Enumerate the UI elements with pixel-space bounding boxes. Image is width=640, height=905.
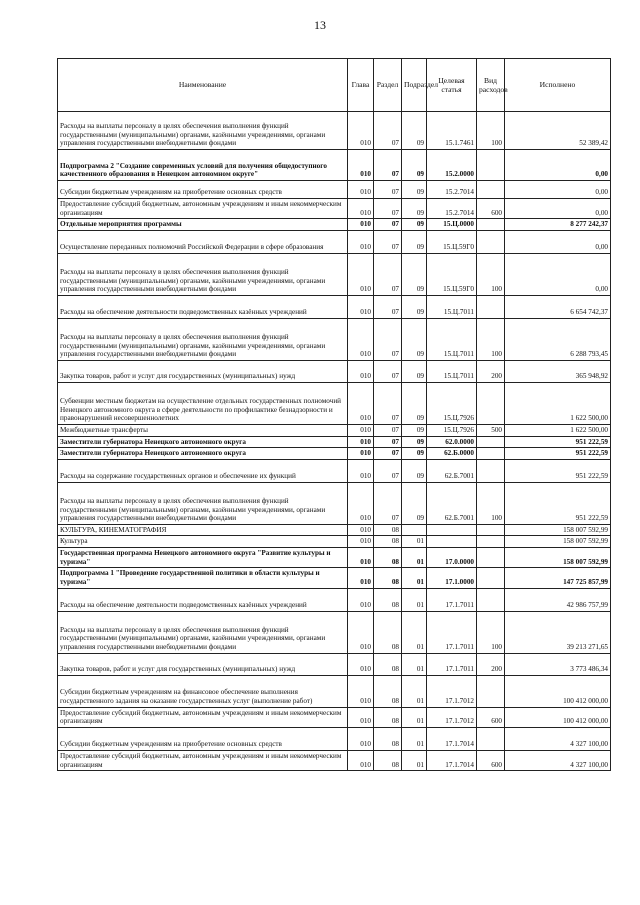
cell-kind: 100 [477,611,505,653]
cell-section: 07 [374,181,402,199]
cell-chapter: 010 [348,112,374,150]
cell-chapter: 010 [348,727,374,750]
cell-section: 07 [374,360,402,382]
cell-name: Расходы на выплаты персоналу в целях обеспечения выполнения функций государственными (муниципальными) органами, казёнными учреждениями, органами управления государственными внебюджетными фондами [58,611,348,653]
cell-subsection: 09 [402,253,427,295]
cell-section: 08 [374,611,402,653]
cell-chapter: 010 [348,181,374,199]
table-row [58,611,611,653]
cell-target: 15.Ц.59Г0 [427,253,477,295]
cell-subsection: 01 [402,750,427,770]
cell-kind [477,382,505,424]
cell-target: 17.1.7014 [427,727,477,750]
table-row [58,181,611,199]
cell-executed: 52 389,42 [505,112,611,150]
cell-executed: 158 007 592,99 [505,536,611,548]
cell-executed: 4 327 100,00 [505,727,611,750]
cell-executed: 0,00 [505,253,611,295]
cell-name: Закупка товаров, работ и услуг для государственных (муниципальных) нужд [58,360,348,382]
table-row [58,536,611,548]
cell-name: Подпрограмма 2 "Создание современных условий для получения общедоступного качественного образования в Ненецком автономном округе" [58,150,348,181]
cell-section: 07 [374,230,402,253]
cell-section: 07 [374,482,402,524]
cell-chapter: 010 [348,318,374,360]
cell-subsection: 09 [402,199,427,219]
cell-name: Заместители губернатора Ненецкого автономного округа [58,436,348,448]
table-row [58,219,611,231]
cell-name: Субсидии бюджетным учреждениям на приобретение основных средств [58,727,348,750]
cell-target: 15.Ц.7926 [427,424,477,436]
table-row [58,253,611,295]
cell-subsection [402,524,427,536]
cell-name: Культура [58,536,348,548]
cell-executed: 100 412 000,00 [505,675,611,707]
cell-executed: 951 222,59 [505,436,611,448]
cell-target: 15.Ц.59Г0 [427,230,477,253]
header-target: Целевая статья [427,59,477,112]
cell-section: 07 [374,448,402,460]
table-row [58,675,611,707]
cell-section: 08 [374,653,402,675]
cell-executed: 158 007 592,99 [505,548,611,568]
cell-target [427,536,477,548]
cell-target: 15.Ц.7011 [427,318,477,360]
cell-kind [477,230,505,253]
cell-executed: 42 986 757,99 [505,588,611,611]
cell-executed: 0,00 [505,199,611,219]
cell-chapter: 010 [348,360,374,382]
cell-chapter: 010 [348,253,374,295]
cell-kind [477,524,505,536]
cell-subsection: 01 [402,568,427,588]
cell-chapter: 010 [348,448,374,460]
table-row [58,424,611,436]
cell-chapter: 010 [348,653,374,675]
cell-section: 08 [374,707,402,727]
table-row [58,750,611,770]
cell-executed: 147 725 857,99 [505,568,611,588]
cell-chapter: 010 [348,548,374,568]
cell-subsection: 01 [402,548,427,568]
cell-subsection: 01 [402,675,427,707]
cell-section: 07 [374,424,402,436]
table-row [58,548,611,568]
cell-kind: 600 [477,750,505,770]
cell-target: 15.Ц.7926 [427,382,477,424]
cell-subsection: 01 [402,611,427,653]
cell-chapter: 010 [348,675,374,707]
cell-section: 08 [374,568,402,588]
cell-kind: 100 [477,253,505,295]
table-row [58,588,611,611]
header-executed: Исполнено [505,59,611,112]
cell-executed: 951 222,59 [505,448,611,460]
cell-executed: 0,00 [505,181,611,199]
cell-target: 15.2.7014 [427,181,477,199]
cell-chapter: 010 [348,150,374,181]
cell-target: 17.0.0000 [427,548,477,568]
table-row [58,150,611,181]
cell-target: 15.Ц.0000 [427,219,477,231]
cell-executed: 6 288 793,45 [505,318,611,360]
cell-target: 17.1.7012 [427,675,477,707]
cell-kind [477,588,505,611]
table-row [58,524,611,536]
cell-subsection: 09 [402,360,427,382]
table-row [58,360,611,382]
table-row [58,707,611,727]
cell-name: Расходы на обеспечение деятельности подведомственных казённых учреждений [58,295,348,318]
header-chapter: Глава [348,59,374,112]
table-header-row [58,59,611,112]
cell-kind [477,675,505,707]
table-row [58,459,611,482]
cell-executed: 1 622 500,00 [505,424,611,436]
cell-executed: 39 213 271,65 [505,611,611,653]
cell-target: 17.1.7011 [427,653,477,675]
table-row [58,112,611,150]
cell-section: 07 [374,436,402,448]
cell-subsection: 01 [402,727,427,750]
cell-chapter: 010 [348,588,374,611]
cell-target: 17.1.7012 [427,707,477,727]
table-row [58,382,611,424]
cell-executed: 6 654 742,37 [505,295,611,318]
cell-kind: 200 [477,360,505,382]
cell-chapter: 010 [348,459,374,482]
cell-section: 08 [374,750,402,770]
cell-target: 17.1.0000 [427,568,477,588]
cell-section: 08 [374,548,402,568]
table-row [58,568,611,588]
page-number: 13 [314,18,326,32]
cell-kind [477,219,505,231]
budget-table [57,58,611,771]
cell-section: 08 [374,536,402,548]
cell-section: 07 [374,459,402,482]
cell-chapter: 010 [348,424,374,436]
table-row [58,448,611,460]
cell-name: Расходы на обеспечение деятельности подведомственных казённых учреждений [58,588,348,611]
cell-chapter: 010 [348,536,374,548]
cell-section: 08 [374,675,402,707]
cell-section: 08 [374,524,402,536]
cell-subsection: 09 [402,448,427,460]
cell-name: Заместители губернатора Ненецкого автономного округа [58,448,348,460]
cell-name: Предоставление субсидий бюджетным, автономным учреждениям и иным некоммерческим организациям [58,750,348,770]
cell-executed: 0,00 [505,230,611,253]
table-row [58,199,611,219]
cell-chapter: 010 [348,750,374,770]
table-body [58,112,611,771]
cell-target: 17.1.7014 [427,750,477,770]
header-section: Раздел [374,59,402,112]
cell-chapter: 010 [348,482,374,524]
cell-chapter: 010 [348,611,374,653]
cell-target: 15.Ц.7011 [427,295,477,318]
cell-subsection: 01 [402,707,427,727]
cell-subsection: 09 [402,482,427,524]
cell-section: 07 [374,318,402,360]
cell-name: Субвенции местным бюджетам на осуществление отдельных государственных полномочий Ненецкого автономного округа в сфере деятельности по профилактике безнадзорности и правонарушений несовершеннолетних [58,382,348,424]
cell-subsection: 09 [402,382,427,424]
cell-chapter: 010 [348,230,374,253]
cell-kind [477,727,505,750]
cell-section: 07 [374,295,402,318]
cell-kind: 200 [477,653,505,675]
cell-chapter: 010 [348,382,374,424]
cell-kind [477,436,505,448]
cell-executed: 4 327 100,00 [505,750,611,770]
cell-kind: 100 [477,112,505,150]
header-subsection: Подраздел [402,59,427,112]
cell-subsection: 09 [402,318,427,360]
cell-section: 07 [374,219,402,231]
cell-target: 62.Б.7001 [427,459,477,482]
header-name: Наименование [58,59,348,112]
cell-kind [477,181,505,199]
cell-target: 62.Б.7001 [427,482,477,524]
cell-name: Закупка товаров, работ и услуг для государственных (муниципальных) нужд [58,653,348,675]
cell-subsection: 09 [402,424,427,436]
cell-subsection: 09 [402,150,427,181]
cell-name: Межбюджетные трансферты [58,424,348,436]
cell-section: 07 [374,112,402,150]
cell-kind [477,448,505,460]
cell-kind [477,459,505,482]
cell-chapter: 010 [348,436,374,448]
cell-name: Расходы на выплаты персоналу в целях обеспечения выполнения функций государственными (муниципальными) органами, казёнными учреждениями, органами управления государственными внебюджетными фондами [58,318,348,360]
cell-executed: 951 222,59 [505,459,611,482]
cell-name: Предоставление субсидий бюджетным, автономным учреждениям и иным некоммерческим организациям [58,707,348,727]
cell-target: 62.0.0000 [427,436,477,448]
cell-chapter: 010 [348,199,374,219]
cell-chapter: 010 [348,295,374,318]
cell-subsection: 09 [402,181,427,199]
cell-section: 08 [374,727,402,750]
cell-target: 17.1.7011 [427,588,477,611]
cell-kind: 600 [477,707,505,727]
cell-kind: 600 [477,199,505,219]
cell-subsection: 01 [402,588,427,611]
cell-section: 07 [374,382,402,424]
cell-subsection: 01 [402,653,427,675]
cell-name: КУЛЬТУРА, КИНЕМАТОГРАФИЯ [58,524,348,536]
cell-target: 15.1.7461 [427,112,477,150]
cell-name: Предоставление субсидий бюджетным, автономным учреждениям и иным некоммерческим организациям [58,199,348,219]
cell-subsection: 09 [402,219,427,231]
cell-name: Государственная программа Ненецкого автономного округа "Развитие культуры и туризма" [58,548,348,568]
cell-executed: 8 277 242,37 [505,219,611,231]
cell-executed: 3 773 486,34 [505,653,611,675]
cell-chapter: 010 [348,707,374,727]
cell-subsection: 09 [402,230,427,253]
cell-kind: 500 [477,424,505,436]
table-row [58,318,611,360]
cell-name: Субсидии бюджетным учреждениям на приобретение основных средств [58,181,348,199]
cell-section: 07 [374,150,402,181]
cell-subsection: 09 [402,112,427,150]
cell-subsection: 09 [402,436,427,448]
cell-subsection: 09 [402,459,427,482]
cell-kind [477,568,505,588]
table-row [58,653,611,675]
cell-target: 17.1.7011 [427,611,477,653]
cell-executed: 1 622 500,00 [505,382,611,424]
cell-executed: 365 948,92 [505,360,611,382]
cell-executed: 100 412 000,00 [505,707,611,727]
table-row [58,295,611,318]
cell-kind [477,295,505,318]
cell-kind: 100 [477,482,505,524]
cell-executed: 158 007 592,99 [505,524,611,536]
cell-subsection: 01 [402,536,427,548]
cell-section: 08 [374,588,402,611]
cell-kind [477,150,505,181]
cell-target [427,524,477,536]
cell-name: Субсидии бюджетным учреждениям на финансовое обеспечение выполнения государственного задания на оказание государственных услуг (выполнение работ) [58,675,348,707]
cell-target: 15.2.7014 [427,199,477,219]
cell-kind: 100 [477,318,505,360]
cell-kind [477,536,505,548]
cell-chapter: 010 [348,568,374,588]
cell-section: 07 [374,253,402,295]
cell-chapter: 010 [348,524,374,536]
cell-kind [477,548,505,568]
cell-name: Отдельные мероприятия программы [58,219,348,231]
cell-chapter: 010 [348,219,374,231]
cell-executed: 0,00 [505,150,611,181]
cell-name: Подпрограмма 1 "Проведение государственной политики в области культуры и туризма" [58,568,348,588]
header-kind: Вид расходов [477,59,505,112]
cell-executed: 951 222,59 [505,482,611,524]
cell-name: Осуществление переданных полномочий Российской Федерации в сфере образования [58,230,348,253]
cell-name: Расходы на содержание государственных органов и обеспечение их функций [58,459,348,482]
cell-subsection: 09 [402,295,427,318]
table-row [58,482,611,524]
cell-name: Расходы на выплаты персоналу в целях обеспечения выполнения функций государственными (муниципальными) органами, казёнными учреждениями, органами управления государственными внебюджетными фондами [58,112,348,150]
cell-section: 07 [374,199,402,219]
cell-target: 15.Ц.7011 [427,360,477,382]
cell-target: 62.Б.0000 [427,448,477,460]
cell-name: Расходы на выплаты персоналу в целях обеспечения выполнения функций государственными (муниципальными) органами, казёнными учреждениями, органами управления государственными внебюджетными фондами [58,482,348,524]
table-row [58,436,611,448]
cell-name: Расходы на выплаты персоналу в целях обеспечения выполнения функций государственными (муниципальными) органами, казёнными учреждениями, органами управления государственными внебюджетными фондами [58,253,348,295]
cell-target: 15.2.0000 [427,150,477,181]
table-row [58,727,611,750]
table-row [58,230,611,253]
